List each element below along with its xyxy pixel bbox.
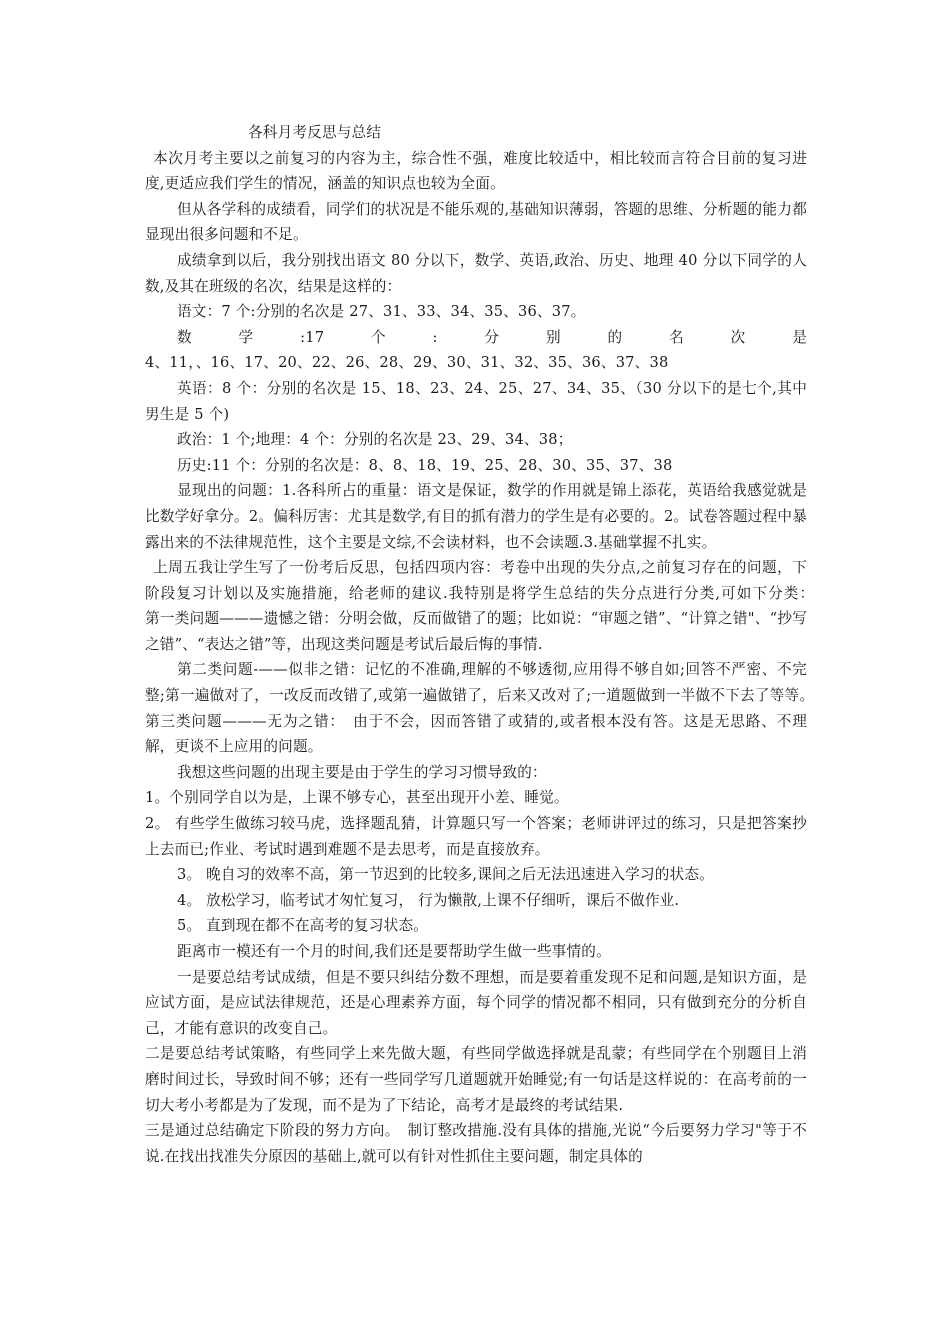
document-title: 各科月考反思与总结	[248, 124, 382, 141]
paragraph: 我想这些问题的出现主要是由于学生的学习习惯导致的：	[177, 763, 547, 781]
paragraph: 4。 放松学习，临考试才匆忙复习， 行为懒散,上课不仔细听，课后不做作业.	[177, 891, 680, 909]
paragraph: 上周五我让学生写了一份考后反思，包括四项内容：考卷中出现的失分点,之前复习存在的问题，下阶段复习计划以及实施措施，给老师的建议.我特别是将学生总结的失分点进行分类,可如下分类： 第一类问题———遗憾之错：分明会做，反而做错了的题；比如说：“审题之错”、“计算之错"、“抄写之错”、“表达之错”等，出现这类问题是考试后最后悔的事情.	[145, 559, 837, 653]
paragraph: 第二类问题-——似非之错：记忆的不准确,理解的不够透彻,应用得不够自如;回答不严密、不完整;第一遍做对了，一改反而改错了,或第一遍做错了，后来又改对了;一道题做到一半做不下去了等等。 第三类问题———无为之错： 由于不会，因而答错了或猜的,或者根本没有答。这是无思路、不理解，更谈不上应用的问题。	[145, 661, 837, 756]
paragraph: 2。 有些学生做练习较马虎，选择题乱猜，计算题只写一个答案；老师讲评过的练习，只是把答案抄上去而已;作业、考试时遇到难题不是去思考，而是直接放弃。	[145, 815, 807, 858]
paragraph: 显现出的问题：1.各科所占的重量：语文是保证，数学的作用就是锦上添花，英语给我感觉就是比数学好拿分。2。偏科厉害：尤其是数学,有目的抓有潜力的学生是有必要的。2。试卷答题过程中暴露出来的不法律规范性，这个主要是文综,不会读材料，也不会读题.3.基础掌握不扎实。	[145, 482, 807, 551]
paragraph: 但从各学科的成绩看，同学们的状况是不能乐观的,基础知识薄弱，答题的思维、分析题的能力都显现出很多问题和不足。	[145, 200, 807, 244]
paragraph: 数 学 :17 个 : 分 别 的 名 次 是	[177, 328, 807, 346]
paragraph: 3。 晚自习的效率不高，第一节迟到的比较多,课间之后无法迅速进入学习的状态。	[177, 866, 714, 884]
document-body	[145, 146, 837, 1170]
paragraph: 二是要总结考试策略，有些同学上来先做大题，有些同学做选择就是乱蒙；有些同学在个别题目上消磨时间过长，导致时间不够；还有一些同学写几道题就开始睡觉;有一句话是这样说的：在高考前的一切大考小考都是为了发现，而不是为了下结论，高考才是最终的考试结果.	[145, 1045, 807, 1114]
paragraph: 1。个别同学自以为是，上课不够专心，甚至出现开小差、睡觉。	[145, 789, 569, 807]
paragraph: 历史:11 个：分别的名次是：8、8、18、19、25、28、30、35、37、38	[177, 456, 673, 474]
paragraph: 三是通过总结确定下阶段的努力方向。 制订整改措施.没有具体的措施,光说“今后要努力学习"等于不说.在找出找准失分原因的基础上,就可以有针对性抓住主要问题，制定具体的	[145, 1122, 807, 1165]
document-page	[145, 120, 837, 1169]
paragraph: 成绩拿到以后，我分别找出语文 80 分以下，数学、英语,政治、历史、地理 40 分以下同学的人数,及其在班级的名次，结果是这样的：	[145, 251, 807, 295]
paragraph: 语文：7 个:分别的名次是 27、31、33、34、35、36、37。	[177, 303, 586, 321]
paragraph: 距离市一模还有一个月的时间,我们还是要帮助学生做一些事情的。	[177, 943, 611, 960]
paragraph: 4、11，、16、17、20、22、26、28、29、30、31、32、35、36、37、38	[145, 354, 669, 372]
paragraph: 5。 直到现在都不在高考的复习状态。	[177, 917, 429, 935]
paragraph: 政治：1 个;地理：4 个：分别的名次是 23、29、34、38；	[177, 431, 573, 449]
paragraph: 本次月考主要以之前复习的内容为主，综合性不强，难度比较适中，相比较而言符合目前的复习进度,更适应我们学生的情况，涵盖的知识点也较为全面。	[145, 149, 807, 193]
paragraph: 英语：8 个：分别的名次是 15、18、23、24、25、27、34、35、（30 分以下的是七个,其中男生是 5 个)	[145, 379, 807, 423]
paragraph: 一是要总结考试成绩，但是不要只纠结分数不理想，而是要着重发现不足和问题,是知识方面，是应试方面，是应试法律规范，还是心理素养方面，每个同学的情况都不相同，只有做到充分的分析自己，才能有意识的改变自己。	[145, 968, 807, 1037]
